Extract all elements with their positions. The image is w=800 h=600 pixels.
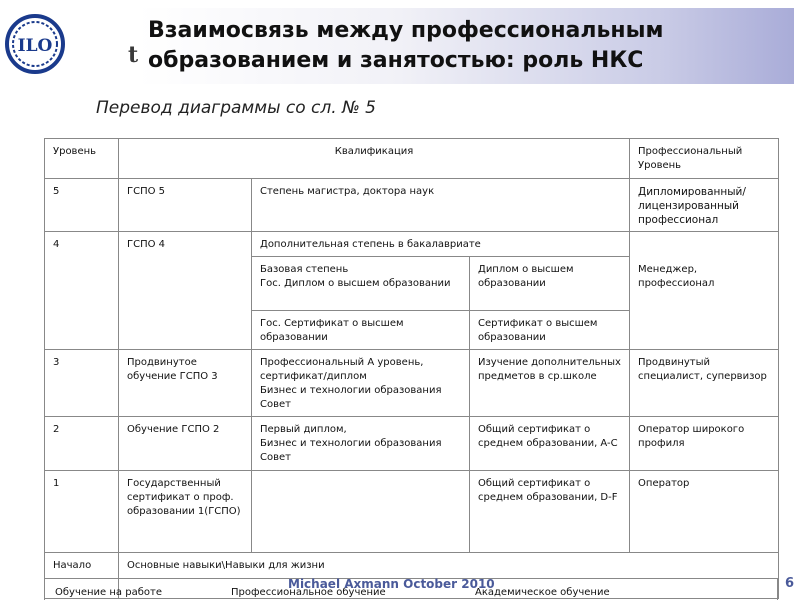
prof-level-cell: Менеджер, профессионал xyxy=(630,257,779,350)
table-row xyxy=(45,350,779,417)
qualification-cell: Первый диплом, Бизнес и технологии образования Совет xyxy=(252,417,470,471)
table-row xyxy=(45,471,779,553)
title-banner xyxy=(138,8,794,84)
level-cell: 5 xyxy=(45,179,119,232)
gspo-cell: ГСПО 4 xyxy=(119,232,252,350)
qualification-cell: Общий сертификат о среднем образовании, D-F xyxy=(470,471,630,553)
header-level: Уровень xyxy=(45,139,119,179)
header-qualification: Квалификация xyxy=(119,139,630,179)
ilo-logo-text: ILO xyxy=(17,36,53,56)
qualification-cell: Общий сертификат о среднем образовании, A-C xyxy=(470,417,630,471)
prof-level-cell: Продвинутый специалист, супервизор xyxy=(630,350,779,417)
slide-subtitle: Перевод диаграммы со сл. № 5 xyxy=(96,98,376,118)
ilo-logo xyxy=(4,4,66,84)
title-mark: t xyxy=(128,42,139,68)
level-cell: 4 xyxy=(45,232,119,350)
page-number: 6 xyxy=(784,576,794,591)
professional-label: Профессиональное обучение xyxy=(231,587,386,598)
slide-title: Взаимосвязь между профессиональным образованием и занятостью: роль НКС xyxy=(148,18,664,73)
table-row xyxy=(45,232,779,257)
prof-level-cell-empty xyxy=(630,232,779,257)
gspo-cell: Обучение ГСПО 2 xyxy=(119,417,252,471)
qualification-cell: Диплом о высшем образовании xyxy=(470,257,630,311)
qualification-table xyxy=(44,138,779,599)
qualification-cell: Профессиональный А уровень, сертификат/диплом Бизнес и технологии образования Совет xyxy=(252,350,470,417)
level-cell: 1 xyxy=(45,471,119,553)
footer-author: Michael Axmann October 2010 xyxy=(288,577,495,591)
qualification-cell: Базовая степень Гос. Диплом о высшем образовании xyxy=(252,257,470,311)
academic-label: Академическое обучение xyxy=(475,587,610,598)
level-cell: 2 xyxy=(45,417,119,471)
table-row xyxy=(45,179,779,232)
level-cell: 3 xyxy=(45,350,119,417)
prof-level-cell: Оператор xyxy=(630,471,779,553)
qualification-cell: Степень магистра, доктора наук xyxy=(252,179,630,232)
on-job-label: Обучение на работе xyxy=(55,587,162,598)
qualification-cell: Изучение дополнительных предметов в ср.школе xyxy=(470,350,630,417)
gspo-cell: ГСПО 5 xyxy=(119,179,252,232)
prof-level-cell: Дипломированный/ лицензированный профессионал xyxy=(630,179,779,232)
qualification-cell: Основные навыки\Навыки для жизни xyxy=(119,553,779,599)
gspo-cell: Продвинутое обучение ГСПО 3 xyxy=(119,350,252,417)
table-header-row xyxy=(45,139,779,179)
qualification-cell: Дополнительная степень в бакалавриате xyxy=(252,232,630,257)
prof-level-cell: Оператор широкого профиля xyxy=(630,417,779,471)
header-prof-level: Профессиональный Уровень xyxy=(630,139,779,179)
table-row xyxy=(45,417,779,471)
gspo-cell: Государственный сертификат о проф. образовании 1(ГСПО) xyxy=(119,471,252,553)
level-cell: Начало xyxy=(45,553,119,599)
qualification-cell: Сертификат о высшем образовании xyxy=(470,311,630,350)
qualification-cell: Гос. Сертификат о высшем образовании xyxy=(252,311,470,350)
qualification-cell-empty xyxy=(252,471,470,553)
